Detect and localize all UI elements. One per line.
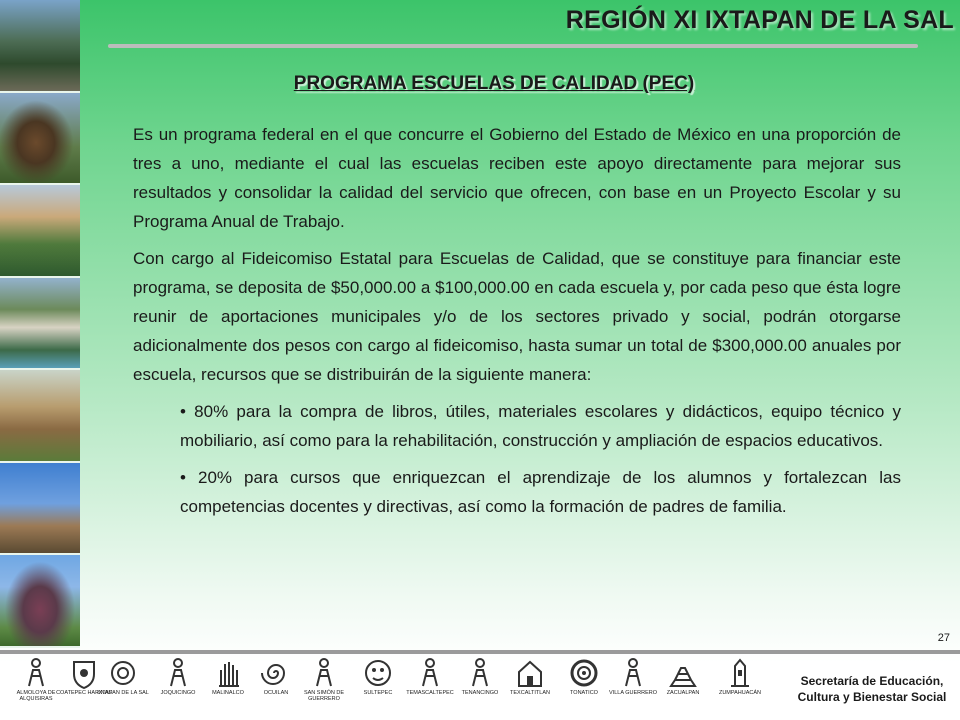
bullet-list	[133, 397, 901, 521]
page-number: 27	[937, 632, 950, 644]
municipality-label: ZUMPAHUACÁN	[718, 690, 762, 696]
list-item: • 20% para cursos que enriquezcan el aprendizaje de los alumnos y fortalezcan las competencias docentes y directivas, así como la formación de padres de familia.	[180, 468, 901, 516]
municipality-logo	[452, 656, 508, 720]
municipality-label: JOQUICINGO	[160, 690, 196, 696]
municipality-logos	[0, 656, 780, 720]
municipality-label: SULTEPEC	[363, 690, 393, 696]
figure-glyph-icon	[163, 656, 193, 690]
municipality-label: TEXCALTITLAN	[510, 690, 550, 696]
municipality-logo	[712, 656, 768, 720]
face-glyph-icon	[363, 656, 393, 690]
secretaria-label	[784, 673, 960, 705]
page-title: PROGRAMA ESCUELAS DE CALIDAD (PEC)	[293, 73, 695, 94]
rock-formation-photo	[0, 555, 80, 648]
spiral-glyph-icon	[261, 656, 291, 690]
municipality-logo	[350, 656, 406, 720]
divider	[0, 650, 960, 654]
municipality-logo	[402, 656, 458, 720]
municipality-label: TENANCINGO	[461, 690, 499, 696]
municipality-label: COATEPEC HARINAS	[56, 690, 112, 696]
municipality-label: TEMASCALTEPEC	[406, 690, 454, 696]
tower-glyph-icon	[725, 656, 755, 690]
paragraph: Con cargo al Fideicomiso Estatal para Escuelas de Calidad, que se constituye para financiar este programa, se deposita de $50,000.00 a $100,000.00 en cada escuela y, por cada peso que ésta logre reunir de aportaciones municipales y/o de los sectores privado y social, podrán otorgarse adicionalmente dos pesos con cargo al fideicomiso, hasta sumar un total de $300,000.00 anuales por escuela, recursos que se distribuirán de la siguiente manera:	[133, 249, 901, 384]
municipality-label: TONATICO	[570, 690, 598, 696]
figure-glyph-icon	[618, 656, 648, 690]
municipality-logo	[556, 656, 612, 720]
figure-glyph-icon	[21, 656, 51, 690]
paragraph: Es un programa federal en el que concurre el Gobierno del Estado de México en una proporción de tres a uno, mediante el cual las escuelas reciben este apoyo directamente para mejorar sus resultados y consolidar la calidad del servicio que ofrecen, con base en un Proyecto Escolar y su Programa Anual de Trabajo.	[133, 125, 901, 231]
house-glyph-icon	[515, 656, 545, 690]
figure-glyph-icon	[415, 656, 445, 690]
municipality-label: OCUILAN	[263, 690, 289, 696]
municipality-label: SAN SIMÓN DE GUERRERO	[303, 690, 345, 702]
pyramid-glyph-icon	[668, 656, 698, 690]
resort-photo	[0, 278, 80, 371]
photo-strip	[0, 0, 80, 648]
divider	[108, 44, 918, 48]
secretaria-line: Cultura y Bienestar Social	[797, 690, 947, 704]
municipality-logo	[655, 656, 711, 720]
municipality-label: ALMOLOYA DE ALQUISIRAS	[16, 690, 56, 702]
figure-glyph-icon	[309, 656, 339, 690]
secretaria-line: Secretaría de Educación,	[800, 674, 944, 688]
municipality-logo	[150, 656, 206, 720]
municipality-logo	[502, 656, 558, 720]
circle-glyph-icon	[108, 656, 138, 690]
municipality-label: ZACUALPAN	[666, 690, 700, 696]
municipality-label: VILLA GUERRERO	[609, 690, 657, 696]
municipality-label: IXTAPAN DE LA SAL	[97, 690, 149, 696]
main-content	[133, 120, 901, 529]
municipality-label: MALINALCO	[212, 690, 244, 696]
region-title: REGIÓN XI IXTAPAN DE LA SAL	[565, 6, 954, 34]
list-item: • 80% para la compra de libros, útiles, materiales escolares y didácticos, equipo técnico y mobiliario, así como para la rehabilitación, construcción y ampliación de espacios educativos.	[180, 402, 901, 450]
hills-photo	[0, 370, 80, 463]
municipality-logo	[605, 656, 661, 720]
mountain-photo	[0, 93, 80, 186]
municipality-logo	[95, 656, 151, 720]
figure-glyph-icon	[465, 656, 495, 690]
hand-glyph-icon	[213, 656, 243, 690]
church-photo	[0, 185, 80, 278]
landscape-photo	[0, 463, 80, 556]
municipality-logo	[296, 656, 352, 720]
sun-glyph-icon	[569, 656, 599, 690]
